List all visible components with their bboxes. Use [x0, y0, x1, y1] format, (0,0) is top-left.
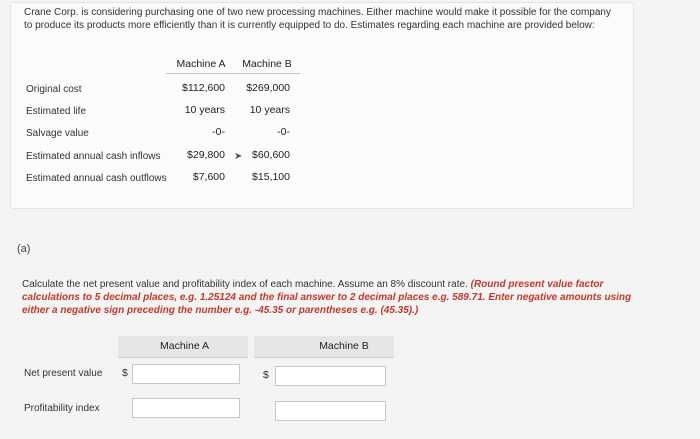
header-divider — [166, 73, 300, 74]
machine-a-original-cost: $112,600 — [181, 82, 225, 94]
row-label-salvage-value: Salvage value — [26, 128, 89, 139]
row-label-cash-inflows: Estimated annual cash inflows — [26, 151, 161, 162]
problem-intro: Crane Corp. is considering purchasing one of two new processing machines. Either machine would make it possible for the company to produce its products more efficiently than it is currently equipped to do. Estimates regarding each machine are provided below: — [24, 7, 611, 31]
part-label: (a) — [17, 243, 31, 255]
mouse-pointer-icon: ➤ — [234, 151, 243, 162]
net-present-value-label: Net present value — [24, 368, 103, 379]
npv-machine-a-input[interactable] — [132, 364, 240, 384]
machine-b-cash-inflows: $60,600 — [252, 149, 290, 161]
pi-machine-a-input[interactable] — [132, 398, 240, 418]
part-instructions — [22, 278, 642, 317]
instruction-text: Calculate the net present value and profitability index of each machine. Assume an 8% discount rate. — [22, 279, 471, 290]
answer-header-machine-a: Machine A — [118, 336, 248, 358]
npv-machine-b-input[interactable] — [275, 366, 386, 386]
currency-symbol-b: $ — [263, 369, 269, 381]
machine-a-cash-outflows: $7,600 — [192, 171, 225, 183]
machine-b-estimated-life: 10 years — [249, 104, 290, 116]
currency-symbol-a: $ — [122, 367, 128, 379]
machine-a-salvage-value: -0- — [212, 126, 225, 138]
row-label-original-cost: Original cost — [26, 84, 82, 95]
column-header-machine-a: Machine A — [176, 58, 226, 70]
profitability-index-label: Profitability index — [24, 403, 100, 414]
row-label-cash-outflows: Estimated annual cash outflows — [26, 173, 167, 184]
pi-machine-b-input[interactable] — [275, 401, 386, 421]
machine-b-cash-outflows: $15,100 — [252, 171, 290, 183]
column-header-machine-b: Machine B — [242, 58, 292, 70]
machine-b-salvage-value: -0- — [277, 126, 290, 138]
machine-a-estimated-life: 10 years — [184, 104, 225, 116]
row-label-estimated-life: Estimated life — [26, 106, 87, 117]
machine-a-cash-inflows: $29,800 — [187, 149, 225, 161]
instruction-rounding-note: (Round present value factor calculations to 5 decimal places, e.g. 1.25124 and the final answer to 2 decimal places e.g. 589.71. Enter negative amounts using either a negative sign preceding the number e.g. -45.35 or parentheses e.g. (45.35).) — [22, 279, 632, 316]
machine-b-original-cost: $269,000 — [246, 82, 290, 94]
answer-header-machine-b: Machine B — [254, 336, 394, 358]
